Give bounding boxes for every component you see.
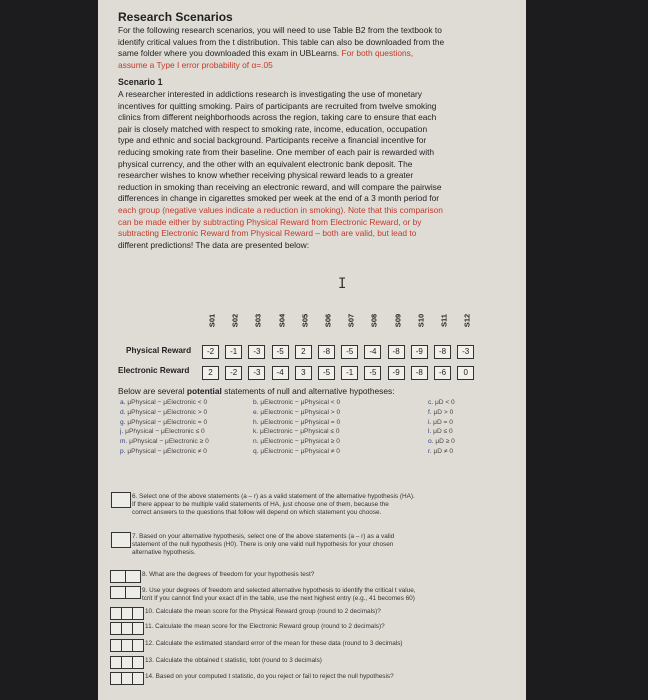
hypothesis-text: μD ≤ 0 (433, 428, 453, 436)
hypothesis-text: μD > 0 (433, 408, 454, 416)
hypothesis-text: μD ≥ 0 (435, 438, 455, 446)
electronic-cell: -1 (341, 366, 358, 380)
scenario-title: Scenario 1 (118, 77, 163, 88)
text-cursor-icon: I (338, 276, 347, 292)
physical-cell: -5 (341, 345, 358, 359)
scenario-line: reduction in smoking than receiving an electronic reward, and will compare the pairwise (118, 181, 442, 192)
question-line: 10. Calculate the mean score for the Physical Reward group (round to 2 decimals)? (145, 608, 381, 615)
column-header (411, 304, 431, 340)
electronic-cell: -2 (225, 366, 242, 380)
physical-cell: -8 (318, 345, 335, 359)
hypothesis-label: j. (120, 428, 126, 436)
question-text (132, 493, 492, 518)
hypothesis-option (428, 438, 455, 445)
question-line: 12. Calculate the estimated standard error of the mean for these data (round to 3 decimals) (145, 640, 403, 647)
hypothesis-label: f. (428, 408, 434, 416)
question-line: tcrit If you cannot find your exact df in the table, use the next highest entry (e.g., 41 becomes 60) (142, 595, 415, 603)
electronic-cell: -5 (318, 366, 335, 380)
scenario-paragraph (118, 89, 520, 251)
hypothesis-option (428, 428, 453, 435)
electronic-cell: -5 (364, 366, 381, 380)
question-line: 13. Calculate the obtained t statistic, tobt (round to 3 decimals) (145, 657, 322, 664)
scenario-line: can be made either by subtracting Physical Reward from Electronic Reward, or by (118, 216, 422, 227)
column-header-text: S10 (416, 313, 426, 328)
question-text (145, 673, 505, 681)
answer-box[interactable] (132, 607, 144, 620)
answer-box[interactable] (132, 622, 144, 635)
electronic-row-label: Electronic Reward (118, 366, 190, 375)
hypotheses-title (118, 386, 395, 396)
column-header-text: S06 (323, 313, 333, 328)
hypothesis-option (428, 399, 455, 406)
column-header-text: S07 (346, 313, 356, 328)
column-header (295, 304, 315, 340)
question-text (142, 571, 502, 579)
physical-cell: -8 (388, 345, 405, 359)
physical-row-label: Physical Reward (126, 346, 192, 355)
physical-cell: -2 (202, 345, 219, 359)
question-line: If there appear to be multiple valid statements of HA, just choose one of them, because the (132, 501, 389, 509)
electronic-cell: -4 (272, 366, 289, 380)
hypothesis-option (120, 448, 207, 455)
hypothesis-label: b. (253, 399, 261, 406)
electronic-cell: -9 (388, 366, 405, 380)
page-title: Research Scenarios (118, 10, 233, 24)
physical-cell: -9 (411, 345, 428, 359)
scenario-line: subtracting Electronic Reward from Physical Reward – both are valid, but lead to (118, 228, 417, 239)
answer-box[interactable] (111, 492, 131, 508)
hypothesis-label: a. (120, 399, 128, 406)
intro-line: identify critical values from the t distribution. This table can also be downloaded from the (118, 36, 445, 47)
hypothesis-text: μPhysical − μElectronic ≥ 0 (129, 438, 209, 446)
hypothesis-label: n. (253, 438, 261, 446)
hypothesis-label: d. (120, 408, 128, 416)
question-line: alternative hypothesis. (132, 549, 196, 557)
hypothesis-option (120, 428, 205, 435)
hypothesis-label: m. (120, 438, 130, 446)
column-header-text: S03 (253, 313, 263, 328)
column-header-text: S01 (207, 313, 217, 328)
question-line: statement of the null hypothesis (H0). There is only one valid null hypothesis for your chosen (132, 541, 394, 549)
hypothesis-option (253, 428, 340, 435)
hypothesis-option (120, 399, 207, 406)
scenario-line: each group (negative values indicate a reduction in smoking). Note that this comparison (118, 204, 443, 215)
hypothesis-option (253, 399, 340, 406)
table-headers (183, 304, 503, 340)
hypothesis-option (120, 409, 207, 416)
hyp-title-bold: potential (186, 386, 222, 396)
question-text (145, 640, 505, 648)
hypothesis-label: g. (120, 418, 128, 426)
scenario-line: researcher wishes to know whether receiving physical reward leads to a greater (118, 170, 414, 181)
column-header (272, 304, 292, 340)
hypothesis-label: k. (253, 428, 260, 436)
physical-cell: -3 (248, 345, 265, 359)
column-header (364, 304, 384, 340)
hypothesis-text: μElectronic − μPhysical ≥ 0 (260, 438, 340, 446)
physical-cell: -3 (457, 345, 474, 359)
column-header-text: S02 (230, 313, 240, 328)
answer-box[interactable] (110, 570, 126, 583)
intro-line: For the following research scenarios, you will need to use Table B2 from the textbook to (118, 25, 442, 35)
hypothesis-label: h. (253, 418, 261, 426)
hypothesis-option (253, 438, 340, 445)
hypothesis-option (428, 448, 453, 455)
column-header (318, 304, 338, 340)
scenario-line: different predictions! The data are presented below: (118, 239, 310, 250)
column-header-text: S09 (393, 313, 403, 328)
question-line: 8. What are the degrees of freedom for your hypothesis test? (142, 571, 315, 578)
hypothesis-text: μElectronic − μPhysical > 0 (260, 408, 341, 416)
question-text (145, 657, 505, 665)
answer-box[interactable] (132, 656, 144, 669)
hypothesis-text: μD ≠ 0 (433, 448, 454, 455)
hypothesis-text: μElectronic − μPhysical = 0 (260, 418, 341, 426)
hyp-title-pre: Below are several (118, 386, 187, 396)
hypothesis-option (253, 419, 340, 426)
question-text (145, 608, 505, 616)
answer-box[interactable] (110, 586, 126, 599)
question-line: 14. Based on your computed t statistic, do you reject or fail to reject the null hypothesis? (145, 673, 394, 680)
scenario-line: physical currency, and the other with an equivalent electronic bank deposit. The (118, 158, 413, 169)
hypothesis-text: μElectronic − μPhysical ≤ 0 (259, 428, 340, 436)
hypothesis-option (120, 419, 207, 426)
hypothesis-text: μPhysical − μElectronic ≠ 0 (127, 448, 207, 455)
hypothesis-text: μElectronic − μPhysical < 0 (260, 399, 341, 406)
scenario-line: type and ethnic and social background. Participants receive a financial incentive for (118, 135, 427, 146)
hypothesis-text: μD = 0 (433, 418, 453, 426)
electronic-cell: -3 (248, 366, 265, 380)
hypothesis-label: c. (428, 399, 435, 406)
physical-cell: 2 (295, 345, 312, 359)
physical-cell: -1 (225, 345, 242, 359)
column-header-text: S04 (277, 313, 287, 328)
hypothesis-label: p. (120, 448, 128, 455)
question-text (132, 533, 492, 558)
column-header-text: S05 (300, 313, 310, 328)
question-text (142, 587, 502, 603)
electronic-cell: -6 (434, 366, 451, 380)
electronic-cell: 0 (457, 366, 474, 380)
scenario-line: A researcher interested in addictions research is investigating the use of monetary (118, 88, 422, 99)
hypothesis-label: r. (428, 448, 434, 455)
intro-red-text: For both questions, (341, 48, 414, 59)
hypothesis-text: μPhysical − μElectronic < 0 (127, 399, 208, 406)
answer-box[interactable] (125, 586, 141, 599)
scenario-line: reducing smoking rate from their baseline. One member of each pair is rewarded with (118, 146, 435, 157)
hypothesis-text: μPhysical − μElectronic > 0 (127, 408, 208, 416)
hypothesis-option (428, 409, 453, 416)
content (118, 10, 520, 257)
scenario-line: differences in change in cigarettes smoked per week at the end of a 3 month period for (118, 193, 440, 204)
hypothesis-text: μElectronic − μPhysical ≠ 0 (260, 448, 340, 455)
exam-page (98, 0, 526, 700)
question-line: 7. Based on your alternative hypothesis, select one of the above statements (a – r) as a valid (132, 533, 395, 540)
scenario-line: clinics from different neighborhoods across the region, taking care to ensure that each (118, 112, 437, 123)
scenario-line: incentives for quitting smoking. Pairs of participants are recruited from twelve smoking (118, 100, 437, 111)
intro-paragraph (118, 25, 520, 71)
hypothesis-text: μPhysical − μElectronic = 0 (127, 418, 208, 426)
column-header (248, 304, 268, 340)
answer-box[interactable] (132, 639, 144, 652)
electronic-cell: 2 (202, 366, 219, 380)
answer-box[interactable] (111, 532, 131, 548)
question-text (145, 623, 505, 631)
electronic-cell: -8 (411, 366, 428, 380)
hyp-title-post: statements of null and alternative hypotheses: (221, 386, 395, 396)
hypothesis-option (253, 448, 340, 455)
hypothesis-text: μPhysical − μElectronic ≤ 0 (125, 428, 205, 436)
electronic-cell: 3 (295, 366, 312, 380)
physical-cell: -5 (272, 345, 289, 359)
hypothesis-label: i. (428, 418, 434, 426)
scenario-line: pair is closely matched with respect to smoking rate, income, education, occupation (118, 123, 428, 134)
question-line: 11. Calculate the mean score for the Electronic Reward group (round to 2 decimals)? (145, 623, 385, 630)
column-header (225, 304, 245, 340)
answer-box[interactable] (125, 570, 141, 583)
column-header (388, 304, 408, 340)
hypothesis-label: l. (428, 428, 434, 436)
column-header-text: S08 (369, 313, 379, 328)
physical-cell: -8 (434, 345, 451, 359)
column-header-text: S11 (439, 314, 449, 327)
hypothesis-label: e. (253, 408, 261, 416)
hypothesis-label: o. (428, 438, 436, 446)
intro-line-text: same folder where you downloaded this exam in UBLearns. (118, 48, 342, 59)
question-line: correct answers to the questions that follow will depend on which statement you choose. (132, 509, 382, 517)
column-header (457, 304, 477, 340)
answer-box[interactable] (132, 672, 144, 685)
intro-line (118, 48, 520, 60)
column-header (341, 304, 361, 340)
question-line: 9. Use your degrees of freedom and selected alternative hypothesis to identify the critical t value, (142, 587, 416, 594)
physical-cell: -4 (364, 345, 381, 359)
column-header (434, 304, 454, 340)
hypothesis-label: q. (253, 448, 261, 455)
hypothesis-option (428, 419, 453, 426)
hypothesis-option (120, 438, 209, 445)
alpha-note: assume a Type I error probability of α=.05 (118, 59, 273, 70)
column-header-text: S12 (462, 313, 472, 328)
column-header (202, 304, 222, 340)
hypothesis-option (253, 409, 340, 416)
hypothesis-text: μD < 0 (434, 399, 455, 406)
question-line: 6. Select one of the above statements (a – r) as a valid statement of the alternative hypothesis (HA). (132, 493, 415, 500)
